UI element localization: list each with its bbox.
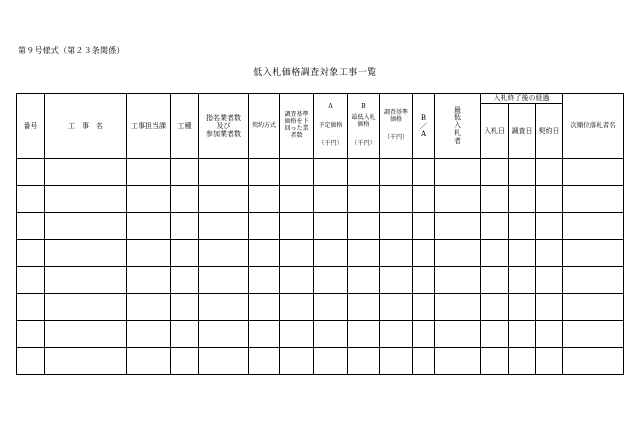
table-cell [280, 348, 314, 375]
table-cell [481, 294, 509, 321]
table-cell [481, 213, 509, 240]
table-cell [380, 213, 413, 240]
table-cell [413, 186, 435, 213]
header-contract-method: 契約方式 [249, 94, 280, 159]
table-cell [563, 240, 624, 267]
table-cell [563, 294, 624, 321]
table-cell [380, 294, 413, 321]
table-cell [127, 213, 171, 240]
table-cell [348, 213, 380, 240]
table-cell [199, 159, 249, 186]
table-cell [45, 159, 127, 186]
table-cell [171, 348, 199, 375]
table-cell [536, 321, 563, 348]
table-cell [171, 213, 199, 240]
table-row [17, 294, 624, 321]
table-row [17, 348, 624, 375]
table-cell [249, 213, 280, 240]
table-cell [536, 240, 563, 267]
table-cell [45, 240, 127, 267]
table-cell [17, 267, 45, 294]
table-cell [199, 267, 249, 294]
header-work-type: 工種 [171, 94, 199, 159]
table-cell [314, 213, 348, 240]
table-cell [435, 240, 481, 267]
header-number: 番号 [17, 94, 45, 159]
table-cell [536, 213, 563, 240]
table-cell [249, 321, 280, 348]
table-cell [127, 267, 171, 294]
table-cell [435, 321, 481, 348]
table-row [17, 159, 624, 186]
table-cell [17, 159, 45, 186]
table-cell [435, 213, 481, 240]
table-cell [563, 348, 624, 375]
table-cell [435, 348, 481, 375]
table-cell [509, 348, 536, 375]
table-cell [481, 321, 509, 348]
table-cell [481, 240, 509, 267]
table-cell [413, 348, 435, 375]
table-cell [348, 348, 380, 375]
table-cell [509, 159, 536, 186]
table-row [17, 213, 624, 240]
header-department: 工事担当課 [127, 94, 171, 159]
table-cell [17, 294, 45, 321]
header-ratio: B ／ A [413, 94, 435, 159]
table-cell [348, 321, 380, 348]
table-cell [413, 213, 435, 240]
header-standard-price: 調査基準 価格 （千円） [380, 94, 413, 159]
table-cell [380, 159, 413, 186]
table-cell [563, 213, 624, 240]
table-cell [280, 294, 314, 321]
table-cell [435, 267, 481, 294]
document-title: 低入札価格調査対象工事一覧 [253, 68, 377, 78]
table-cell [314, 294, 348, 321]
table-cell [413, 294, 435, 321]
table-cell [249, 240, 280, 267]
table-cell [509, 186, 536, 213]
table-cell [348, 267, 380, 294]
table-cell [563, 186, 624, 213]
table-cell [413, 321, 435, 348]
table-cell [199, 240, 249, 267]
table-cell [536, 159, 563, 186]
table-cell [17, 348, 45, 375]
table-cell [171, 240, 199, 267]
header-survey-date: 調査日 [509, 104, 536, 159]
table-cell [280, 159, 314, 186]
table-cell [314, 186, 348, 213]
table-cell [199, 294, 249, 321]
table-cell [127, 321, 171, 348]
table-cell [127, 159, 171, 186]
table-cell [380, 186, 413, 213]
table-cell [380, 348, 413, 375]
table-cell [563, 267, 624, 294]
table-cell [249, 186, 280, 213]
table-cell [127, 186, 171, 213]
table-row [17, 186, 624, 213]
table-cell [127, 348, 171, 375]
table-cell [280, 186, 314, 213]
table-cell [280, 267, 314, 294]
table-cell [509, 267, 536, 294]
table-cell [127, 240, 171, 267]
table-cell [536, 186, 563, 213]
table-cell [314, 321, 348, 348]
table-cell [249, 159, 280, 186]
table-cell [171, 321, 199, 348]
table-cell [280, 213, 314, 240]
table-cell [509, 294, 536, 321]
table-row [17, 240, 624, 267]
table-cell [536, 294, 563, 321]
table-cell [509, 240, 536, 267]
table-cell [127, 294, 171, 321]
table-cell [380, 240, 413, 267]
table-cell [481, 348, 509, 375]
table-cell [199, 213, 249, 240]
table-cell [280, 321, 314, 348]
table-cell [536, 348, 563, 375]
header-lowest-bid-price: B 最低入札 価格 （千円） [348, 94, 380, 159]
header-next-bidder: 次順位落札者名 [563, 94, 624, 159]
table-cell [17, 186, 45, 213]
table-cell [45, 348, 127, 375]
table-cell [314, 240, 348, 267]
table-cell [45, 294, 127, 321]
table-cell [280, 240, 314, 267]
header-contract-date: 契約日 [536, 104, 563, 159]
table-cell [314, 159, 348, 186]
table-cell [17, 213, 45, 240]
header-progress-group: 入札終了後の経過 [481, 94, 563, 104]
table-cell [249, 267, 280, 294]
table-cell [17, 240, 45, 267]
table-cell [171, 267, 199, 294]
table-cell [435, 159, 481, 186]
table-cell [314, 267, 348, 294]
header-planned-price: A 予定価格 （千円） [314, 94, 348, 159]
form-number: 第９号様式（第２３条関係） [18, 46, 125, 55]
table-cell [481, 267, 509, 294]
header-bid-date: 入札日 [481, 104, 509, 159]
table-cell [45, 186, 127, 213]
table-cell [348, 294, 380, 321]
header-bidders: 指名業者数 及び 参加業者数 [199, 94, 249, 159]
table-row [17, 267, 624, 294]
table-row [17, 321, 624, 348]
table-cell [45, 213, 127, 240]
table-cell [380, 267, 413, 294]
header-below-count: 調査基準 価格を下 回った業 者数 [280, 94, 314, 159]
table-cell [348, 159, 380, 186]
header-project-name: 工 事 名 [45, 94, 127, 159]
table-cell [199, 186, 249, 213]
table-cell [481, 186, 509, 213]
table-cell [348, 240, 380, 267]
table-cell [171, 294, 199, 321]
project-table [16, 93, 624, 375]
table-cell [435, 186, 481, 213]
table-cell [563, 159, 624, 186]
table-cell [45, 321, 127, 348]
table-cell [435, 294, 481, 321]
table-cell [536, 267, 563, 294]
table-body [17, 159, 624, 375]
table-cell [249, 348, 280, 375]
table-cell [199, 348, 249, 375]
table-cell [17, 321, 45, 348]
table-cell [413, 159, 435, 186]
table-cell [481, 159, 509, 186]
table-cell [348, 186, 380, 213]
table-cell [380, 321, 413, 348]
table-cell [509, 213, 536, 240]
table-cell [563, 321, 624, 348]
table-cell [314, 348, 348, 375]
table-cell [171, 159, 199, 186]
table-cell [413, 240, 435, 267]
table-cell [249, 294, 280, 321]
table-cell [199, 321, 249, 348]
table-cell [413, 267, 435, 294]
header-lowest-bidder: 最低入札者 [435, 94, 481, 159]
table-cell [171, 186, 199, 213]
table-cell [45, 267, 127, 294]
table-cell [509, 321, 536, 348]
